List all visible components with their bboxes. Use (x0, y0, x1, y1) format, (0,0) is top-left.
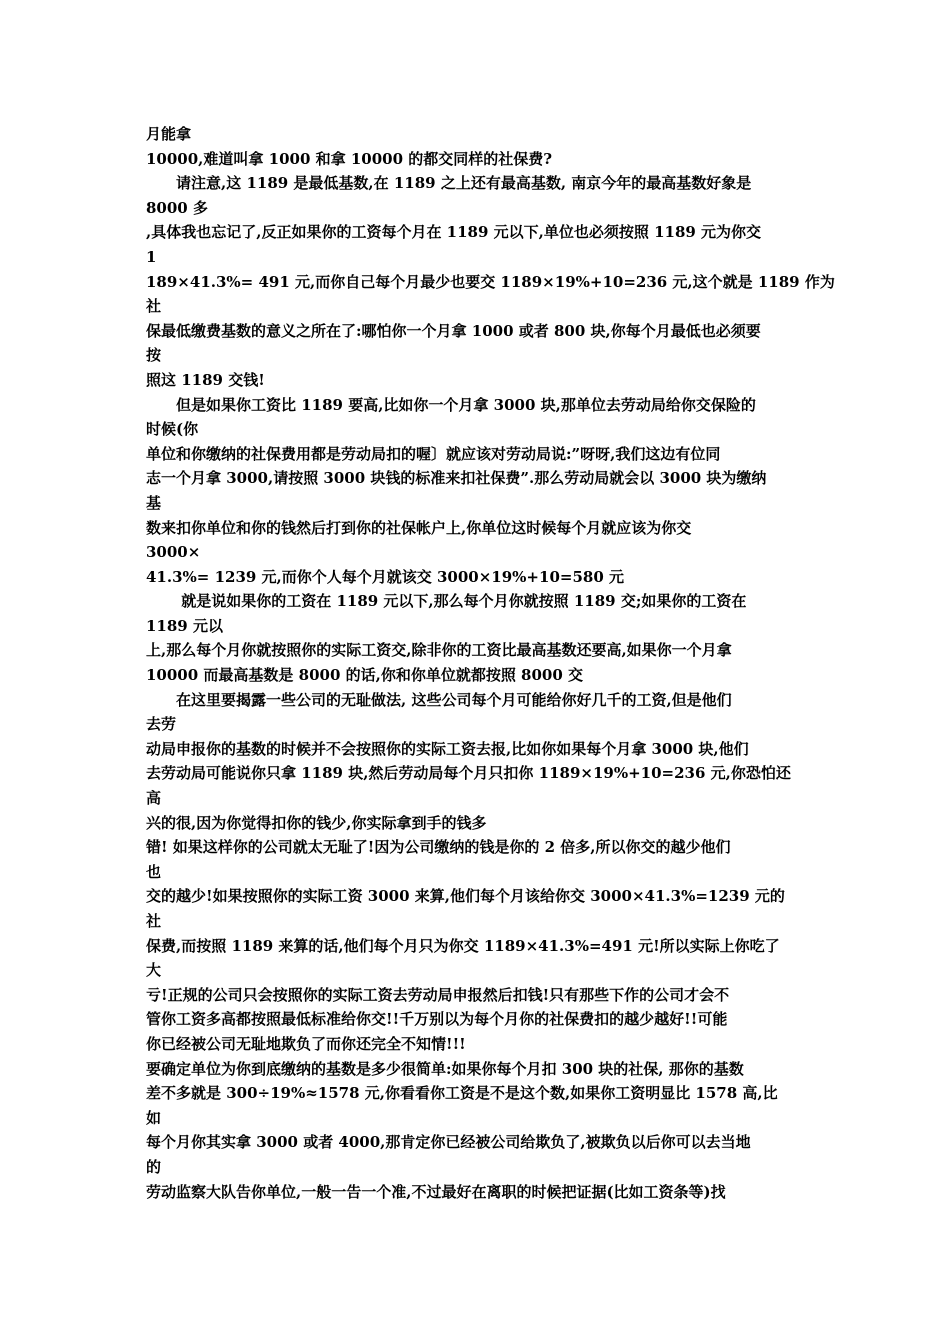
text-line: 8000 多 (146, 198, 208, 217)
text-line: 就是说如果你的工资在 1189 元以下,那么每个月你就按照 1189 交;如果你的工资在 (146, 592, 747, 611)
text-line: 1189 元以 (146, 616, 223, 635)
text-line: 大 (146, 961, 162, 980)
text-line: 错! 如果这样你的公司就太无耻了!因为公司缴纳的钱是你的 2 倍多,所以你交的越少他们 (146, 838, 731, 857)
text-line: 社 (146, 912, 162, 930)
text-line: 志一个月拿 3000,请按照 3000 块钱的标准来扣社保费”.那么劳动局就会以 3000 块为缴纳 (146, 469, 767, 488)
text-line: 数来扣你单位和你的钱然后打到你的社保帐户上,你单位这时候每个月就应该为你交 (146, 518, 692, 537)
text-line: 1 (146, 247, 157, 266)
text-line: 劳动监察大队告你单位,一般一告一个准,不过最好在离职的时候把证据(比如工资条等)找 (146, 1182, 726, 1201)
text-line: 兴的很,因为你觉得扣你的钱少,你实际拿到手的钱多 (146, 813, 487, 832)
text-line: 如 (146, 1108, 162, 1127)
text-line: 交的越少!如果按照你的实际工资 3000 来算,他们每个月该给你交 3000×41.3%=1239 元的 (146, 887, 785, 906)
text-line: 亏!正规的公司只会按照你的实际工资去劳动局申报然后扣钱!只有那些下作的公司才会不 (146, 985, 730, 1004)
text-line: 每个月你其实拿 3000 或者 4000,那肯定你已经被公司给欺负了,被欺负以后你可以去当地 (146, 1133, 751, 1152)
text-line: 去劳动局可能说你只拿 1189 块,然后劳动局每个月只扣你 1189×19%+10=236 元,你恐怕还 (146, 764, 791, 783)
text-line: 但是如果你工资比 1189 要高,比如你一个月拿 3000 块,那单位去劳动局给你交保险的 (146, 395, 756, 414)
text-line: 上,那么每个月你就按照你的实际工资交,除非你的工资比最高基数还要高,如果你一个月拿 (146, 641, 732, 660)
text-line: 10000,难道叫拿 1000 和拿 10000 的都交同样的社保费? (146, 149, 553, 168)
text-line: 动局申报你的基数的时候并不会按照你的实际工资去报,比如你如果每个月拿 3000 块,他们 (146, 739, 749, 758)
text-line: 189×41.3%= 491 元,而你自己每个月最少也要交 1189×19%+10=236 元,这个就是 1189 作为 (146, 272, 835, 291)
text-line: 要确定单位为你到底缴纳的基数是多少很简单:如果你每个月扣 300 块的社保, 那你的基数 (146, 1059, 744, 1078)
text-line: 请注意,这 1189 是最低基数,在 1189 之上还有最高基数, 南京今年的最高基数好象是 (146, 174, 752, 193)
text-line: 时候(你 (146, 420, 199, 439)
text-line: 保费,而按照 1189 来算的话,他们每个月只为你交 1189×41.3%=491 元!所以实际上你吃了 (146, 936, 780, 955)
text-line: 你已经被公司无耻地欺负了而你还完全不知情!!! (146, 1034, 466, 1053)
text-line: 41.3%= 1239 元,而你个人每个月就该交 3000×19%+10=580 元 (146, 567, 624, 586)
text-line: 按 (146, 346, 162, 365)
text-line: 保最低缴费基数的意义之所在了:哪怕你一个月拿 1000 或者 800 块,你每个月最低也必须要 (146, 321, 761, 340)
text-line: 社 (146, 297, 162, 316)
text-line: ,具体我也忘记了,反正如果你的工资每个月在 1189 元以下,单位也必须按照 1189 元为你交 (146, 223, 762, 242)
text-line: 3000× (146, 543, 201, 562)
text-line: 的 (146, 1157, 162, 1176)
text-line: 差不多就是 300÷19%≈1578 元,你看看你工资是不是这个数,如果你工资明显比 1578 高,比 (146, 1084, 778, 1103)
text-line: 高 (146, 789, 162, 808)
document-body (146, 122, 835, 1204)
text-line: 基 (146, 493, 162, 512)
text-line: 单位和你缴纳的社保费用都是劳动局扣的喔〕就应该对劳动局说:”呀呀,我们这边有位同 (146, 444, 721, 463)
text-line: 10000 而最高基数是 8000 的话,你和你单位就都按照 8000 交 (146, 666, 584, 685)
text-line: 管你工资多高都按照最低标准给你交!!千万别以为每个月你的社保费扣的越少越好!!可能 (146, 1010, 728, 1029)
text-line: 在这里要揭露一些公司的无耻做法, 这些公司每个月可能给你好几千的工资,但是他们 (146, 690, 732, 709)
text-line: 月能拿 (146, 125, 192, 143)
text-line: 照这 1189 交钱! (146, 370, 265, 389)
text-line: 也 (146, 862, 162, 881)
text-line: 去劳 (146, 715, 177, 734)
